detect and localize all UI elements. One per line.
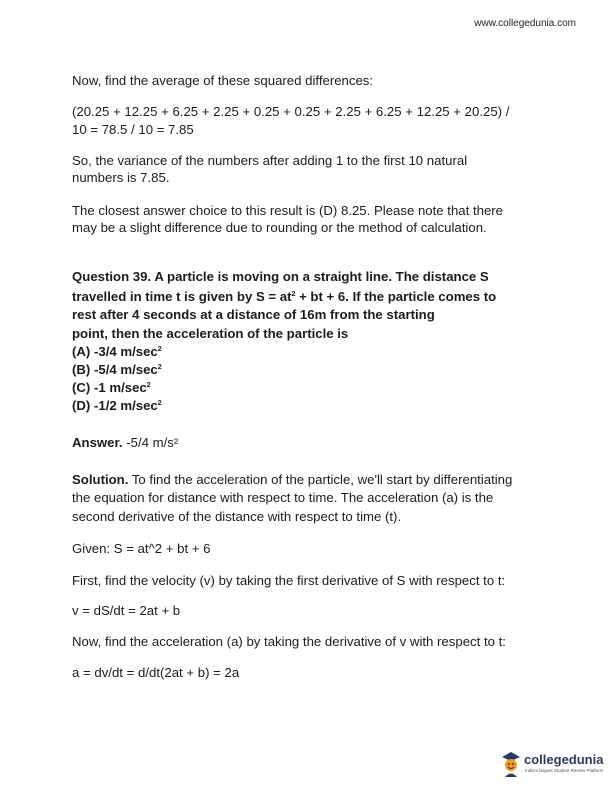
answer: Answer. -5/4 m/s² [72,435,179,450]
variance-intro: Now, find the average of these squared differences: [72,73,374,88]
header-url: www.collegedunia.com [474,18,576,29]
variance-calc-line1: (20.25 + 12.25 + 6.25 + 2.25 + 0.25 + 0.25 + 2.25 + 6.25 + 12.25 + 20.25) / [72,104,510,119]
variance-calc-line2: 10 = 78.5 / 10 = 7.85 [72,122,194,137]
variance-result-line2: numbers is 7.85. [72,170,170,185]
logo-text: collegedunia [524,752,604,767]
given-equation: Given: S = at^2 + bt + 6 [72,541,211,556]
logo-tagline: India's largest Student Review Platform [525,768,604,773]
acceleration-intro: Now, find the acceleration (a) by taking the derivative of v with respect to t: [72,634,506,649]
solution-line2: the equation for distance with respect to time. The acceleration (a) is the [72,490,494,505]
solution-line1: Solution. To find the acceleration of the particle, we'll start by differentiating [72,472,513,487]
option-a: (A) -3/4 $m/\sec^2$ [72,344,162,359]
variance-result-line1: So, the variance of the numbers after adding 1 to the first 10 natural [72,153,468,168]
question-line2: travelled in time t is given by $S = at^2$ + bt + 6. If the particle comes to [72,289,497,304]
option-d: (D) -1/2 $m/\sec^2$ [72,398,162,413]
velocity-equation: v = dS/dt = 2at + b [72,603,181,618]
graduate-icon [500,748,522,778]
question-line3: rest after 4 seconds at a distance of 16m from the starting [72,307,435,322]
velocity-intro: First, find the velocity (v) by taking the first derivative of S with respect to t: [72,573,506,588]
closest-answer-line1: The closest answer choice to this result is (D) 8.25. Please note that there [72,203,504,218]
option-c: (C) -1 $m/\sec^2$ [72,380,151,395]
closest-answer-line2: may be a slight difference due to rounding or the method of calculation. [72,220,487,235]
acceleration-equation: a = dv/dt = d/dt(2at + b) = 2a [72,665,240,680]
option-b: (B) -5/4 $m/\sec^2$ [72,362,162,377]
solution-line3: second derivative of the distance with respect to time (t). [72,509,402,524]
question-line1: Question 39. A particle is moving on a straight line. The distance S [72,269,489,284]
collegedunia-logo [500,748,604,784]
question-line4: point, then the acceleration of the particle is [72,326,349,341]
